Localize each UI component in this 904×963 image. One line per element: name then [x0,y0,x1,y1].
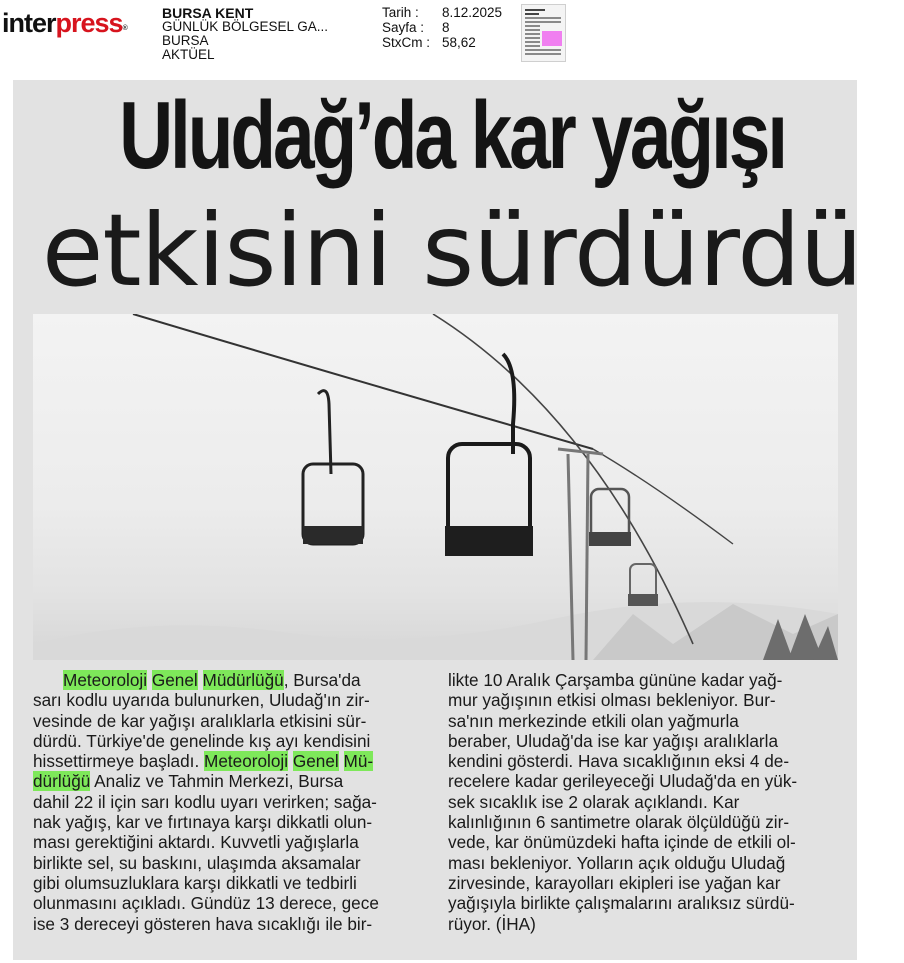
text-line: likte 10 Aralık Çarşamba gününe kadar yağ- [448,670,783,690]
interpress-logo [2,4,127,42]
headline-line-2: etkisini sürdürdü [41,192,863,309]
text-line: sa'nın merkezinde etkili olan yağmurla [448,710,739,731]
ski-chairlift-photo [33,314,838,660]
page-thumbnail[interactable] [521,4,566,62]
meta-value: 8.12.2025 [442,5,503,20]
text-line: zirvesinde, karayolları ekipleri ise yağan kar [448,872,781,893]
text-line: gibi olumsuzluklara karşı dikkatli ve tedbirli [33,872,357,893]
text-line: olunmasını açıkladı. Gündüz 13 derece, gece [33,893,379,914]
publication-section: AKTÜEL [162,47,215,62]
text-line: dahil 22 il için sarı kodlu uyarı verirken; sağa- [33,791,377,812]
text-line: vesinde de kar yağışı aralıklarla etkisini sür- [33,710,367,731]
highlight: Meteoroloji [63,670,148,690]
highlight: Genel [292,751,339,772]
text-line: dürdü. Türkiye'de genelinde kış ayı kendisini [33,730,371,751]
text-line: ması bekleniyor. Yolların açık olduğu Uludağ [448,852,786,873]
publication-edition: GÜNLÜK BÖLGESEL GA... [162,19,329,34]
highlight: Meteoroloji [204,751,289,772]
publication-city: BURSA [162,33,209,48]
highlight: Müdürlüğü [202,670,284,690]
meta-value: 58,62 [442,35,476,50]
publication-info [162,6,328,62]
meta-row-page [382,20,502,35]
text-line: sek sıcaklık ise 2 olarak açıklandı. Kar [448,791,740,812]
text-seg [198,670,203,690]
text-line: yağışıyla birlikte çalışmalarını aralıksız sürdü- [448,893,795,914]
logo-text-red: press [55,8,123,38]
highlight: Genel [151,670,198,690]
article-column-2 [448,670,840,934]
highlight: dürlüğü [33,771,91,792]
logo-text-dark: inter [2,8,56,38]
text-line: kalınlığının 6 santimetre olarak ölçüldüğü zir- [448,812,790,833]
text-line: sarı kodlu uyarıda bulunurken, Uludağ'ın zir- [33,690,370,711]
text-line: ması gerektiğini aktardı. Kuvvetli yağışlarla [33,832,359,853]
text-seg: , Bursa'da [283,670,361,690]
headline-line-1: Uludağ’da kar yağışı [119,82,785,189]
text-line: rüyor. (İHA) [448,913,536,934]
text-line: birlikte sel, su baskını, ulaşımda aksamalar [33,852,361,873]
meta-value: 8 [442,20,450,35]
thumbnail-highlight [542,31,562,46]
meta-row-date [382,5,502,20]
text-line: kendini gösterdi. Hava sıcaklığının eksi 4 de- [448,751,790,772]
text-line [33,670,425,690]
registered-mark: ® [122,25,127,32]
text-seg: Analiz ve Tahmin Merkezi, Bursa [90,771,344,792]
article-column-1 [33,670,425,934]
meta-label: Sayfa : [382,20,425,35]
chairlift-illustration [33,314,838,660]
text-line: beraber, Uludağ'da ise kar yağışı aralıklarla [448,730,779,751]
text-line: vede, kar önümüzdeki hafta içinde de etkili ol- [448,832,796,853]
text-seg: hissettirmeye başladı. [33,751,204,772]
text-line: mur yağışının etkisi olması bekleniyor. Bur- [448,690,776,711]
text-line: ise 3 dereceyi gösteren hava sıcaklığı ile bir- [33,913,373,934]
publication-name: BURSA KENT [162,5,254,21]
highlight: Mü- [343,751,374,772]
text-seg [339,751,344,771]
meta-row-stxcm [382,35,502,50]
text-line: nak yağış, kar ve fırtınaya karşı dikkatli olun- [33,812,373,833]
meta-label: Tarih : [382,5,419,20]
text-line [33,771,425,791]
text-line: recelere kadar gerileyeceği Uludağ'da en yük- [448,771,798,792]
clip-meta [382,5,502,50]
meta-label: StxCm : [382,35,431,50]
text-line [33,751,425,771]
